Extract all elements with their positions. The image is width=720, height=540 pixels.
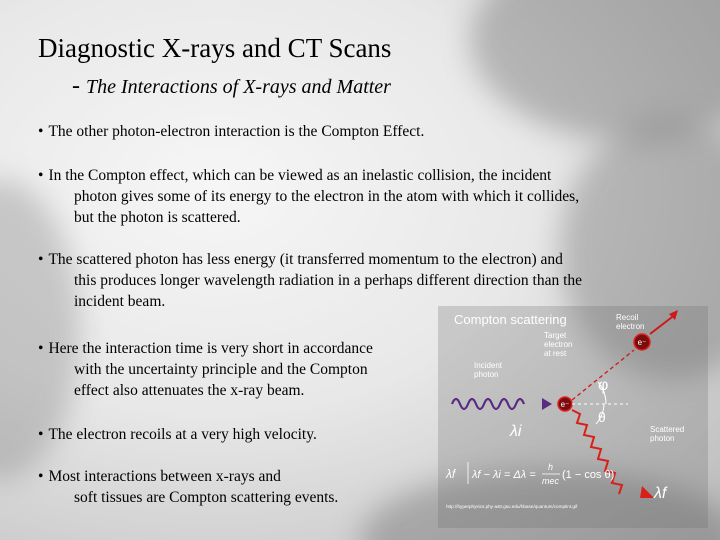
bullet-text: soft tissues are Compton scattering events.	[74, 489, 339, 506]
recoil-label-line2: electron	[616, 322, 645, 331]
bullet-marker: •	[38, 340, 44, 357]
recoil-electron-symbol: e⁻	[637, 338, 647, 347]
bullet-text: The other photon-electron interaction is the Compton Effect.	[48, 123, 425, 140]
bullet-first-line	[38, 249, 582, 270]
bullet-continuation-line	[38, 380, 373, 401]
formula-denominator: mec	[542, 476, 560, 486]
bullet-text: Most interactions between x-rays and	[48, 468, 281, 485]
bullet-item	[38, 466, 338, 508]
incident-label-line1: Incident	[474, 361, 503, 370]
theta-symbol: θ	[598, 409, 606, 425]
bullet-item	[38, 424, 317, 445]
bullet-item	[38, 249, 582, 312]
xray-shadow-top-right	[470, 0, 720, 140]
bullet-item	[38, 338, 373, 401]
formula-tail: (1 − cos θ)	[562, 469, 615, 481]
bullet-continuation-line	[38, 207, 579, 228]
bullet-continuation-line	[38, 487, 338, 508]
bullet-marker: •	[38, 167, 44, 184]
bullet-first-line	[38, 338, 373, 359]
scattered-label-line1: Scattered	[650, 425, 685, 434]
bullet-first-line	[38, 424, 317, 445]
recoil-label-line1: Recoil	[616, 313, 639, 322]
target-label-line1: Target	[544, 331, 567, 340]
target-electron-symbol: e⁻	[560, 400, 570, 409]
bullet-text: with the uncertainty principle and the Compton	[74, 361, 368, 378]
bullet-text: photon gives some of its energy to the electron in the atom with which it collides,	[74, 188, 580, 205]
scattered-label-line2: photon	[650, 434, 675, 443]
bullet-marker: •	[38, 426, 44, 443]
bullet-first-line	[38, 165, 579, 186]
formula-main: λf − λi = Δλ =	[472, 469, 536, 481]
target-label-line3: at rest	[544, 349, 567, 358]
diagram-title: Compton scattering	[454, 312, 567, 327]
bullet-item	[38, 121, 424, 142]
phi-symbol: φ	[598, 377, 609, 394]
formula-numerator: h	[548, 462, 554, 472]
lambda-f-symbol: λf	[654, 485, 667, 502]
bullet-item	[38, 165, 579, 228]
bullet-continuation-line	[38, 186, 579, 207]
bullet-text: incident beam.	[74, 293, 166, 310]
bullet-text: but the photon is scattered.	[74, 209, 241, 226]
bullet-text: The scattered photon has less energy (it transferred momentum to the electron) and	[48, 251, 563, 268]
slide-subtitle	[72, 73, 391, 100]
bullet-continuation-line	[38, 270, 582, 291]
bullet-marker: •	[38, 468, 44, 485]
target-label-line2: electron	[544, 340, 573, 349]
incident-label-line2: photon	[474, 370, 499, 379]
bullet-text: effect also attenuates the x-ray beam.	[74, 382, 305, 399]
source-url: http://hyperphysics.phy-astr.gsu.edu/hbase/quantum/comptint.gif	[446, 504, 578, 509]
subtitle-dash: -	[72, 73, 80, 99]
bullet-text: Here the interaction time is very short in accordance	[48, 340, 373, 357]
bullet-text: The electron recoils at a very high velocity.	[48, 426, 317, 443]
compton-scattering-diagram	[438, 306, 708, 528]
bullet-first-line	[38, 466, 338, 487]
bullet-marker: •	[38, 251, 44, 268]
recoil-label	[616, 313, 644, 331]
formula-lhs: λf	[446, 467, 456, 481]
bullet-text: this produces longer wavelength radiation in a perhaps different direction than the	[74, 272, 583, 289]
bullet-marker: •	[38, 123, 44, 140]
lambda-i-symbol: λi	[510, 423, 522, 440]
subtitle-text: The Interactions of X-rays and Matter	[86, 76, 391, 98]
bullet-text: In the Compton effect, which can be viewed as an inelastic collision, the incident	[48, 167, 552, 184]
slide-title: Diagnostic X-rays and CT Scans	[38, 33, 392, 63]
bullet-first-line	[38, 121, 424, 142]
bullet-continuation-line	[38, 359, 373, 380]
